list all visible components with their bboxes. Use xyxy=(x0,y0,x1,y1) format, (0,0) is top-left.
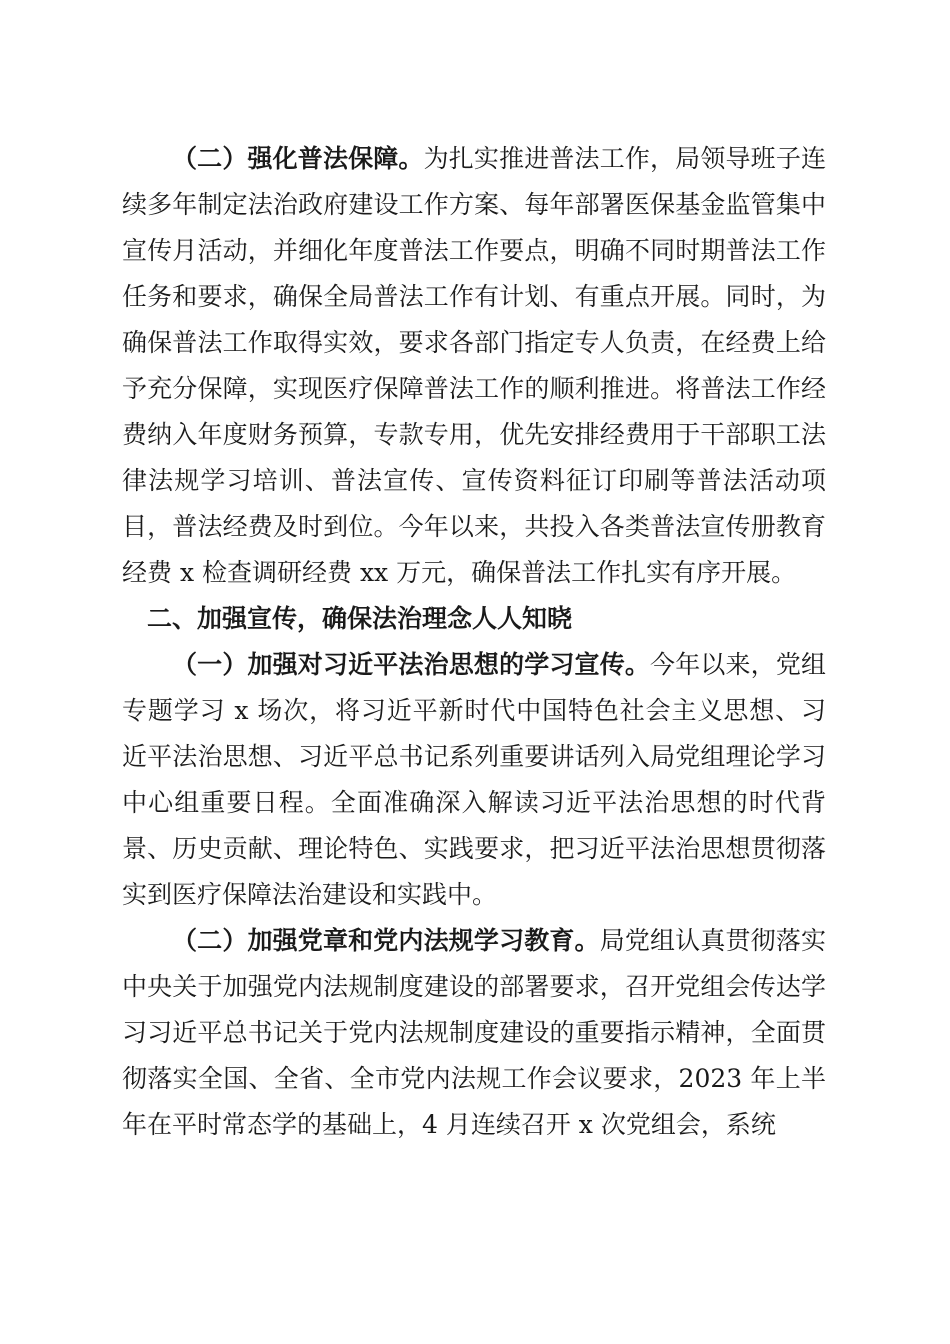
document-body xyxy=(122,136,826,1148)
paragraph-text: 局党组认真贯彻落实中央关于加强党内法规制度建设的部署要求，召开党组会传达学习习近平总书记关于党内法规制度建设的重要指示精神，全面贯彻落实全国、全省、全市党内法规工作会议要求，2023 年上半年在平时常态学的基础上，4 月连续召开 x 次党组会，系统 xyxy=(122,926,826,1139)
paragraph-text: 今年以来，党组专题学习 x 场次，将习近平新时代中国特色社会主义思想、习近平法治思想、习近平总书记系列重要讲话列入局党组理论学习中心组重要日程。全面准确深入解读习近平法治思想的时代背景、历史贡献、理论特色、实践要求，把习近平法治思想贯彻落实到医疗保障法治建设和实践中。 xyxy=(122,650,826,909)
paragraph-lead: （一）加强对习近平法治思想的学习宣传。 xyxy=(172,650,651,679)
paragraph-lead: （二）加强党章和党内法规学习教育。 xyxy=(172,926,600,955)
paragraph-text: 为扎实推进普法工作，局领导班子连续多年制定法治政府建设工作方案、每年部署医保基金监管集中宣传月活动，并细化年度普法工作要点，明确不同时期普法工作任务和要求，确保全局普法工作有计划、有重点开展。同时，为确保普法工作取得实效，要求各部门指定专人负责，在经费上给予充分保障，实现医疗保障普法工作的顺利推进。将普法工作经费纳入年度财务预算，专款专用，优先安排经费用于干部职工法律法规学习培训、普法宣传、宣传资料征订印刷等普法活动项目，普法经费及时到位。今年以来，共投入各类普法宣传册教育经费 x 检查调研经费 xx 万元，确保普法工作扎实有序开展。 xyxy=(122,144,826,587)
paragraph-xi-thought-study xyxy=(122,642,826,918)
paragraph-lead: （二）强化普法保障。 xyxy=(172,144,424,173)
section-heading: 二、加强宣传，确保法治理念人人知晓 xyxy=(147,604,573,633)
paragraph-party-regulations-study xyxy=(122,918,826,1148)
paragraph-strengthen-legal-popularization xyxy=(122,136,826,596)
